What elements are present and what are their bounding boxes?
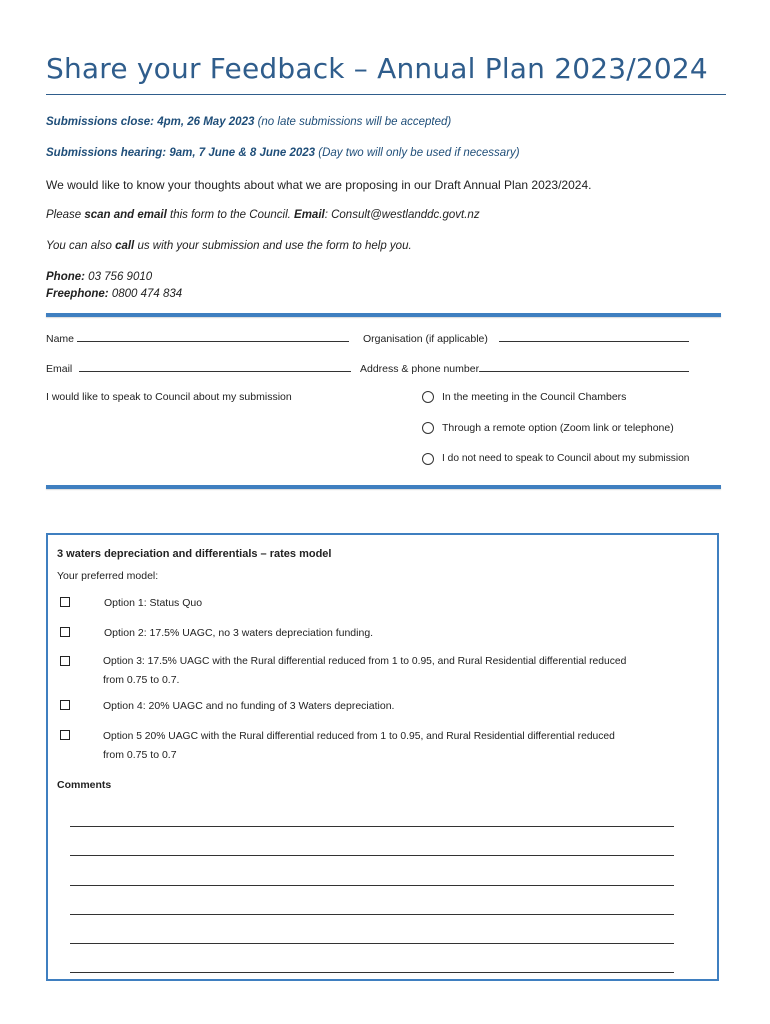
submissions-hearing-note: (Day two will only be used if necessary): [318, 147, 520, 159]
address-label: Address & phone number: [360, 363, 480, 375]
submissions-hearing: [46, 147, 520, 159]
title-divider: [46, 94, 726, 95]
comment-line[interactable]: [70, 943, 674, 944]
speak-label: I would like to speak to Council about my submission: [46, 391, 292, 403]
email-address[interactable]: : Consult@westlanddc.govt.nz: [324, 209, 480, 221]
option-3-checkbox[interactable]: [60, 656, 70, 666]
radio-remote-option-label: Through a remote option (Zoom link or telephone): [442, 422, 674, 434]
scan-email-instruction: [46, 209, 480, 221]
phone-value: 03 756 9010: [84, 271, 153, 283]
call-pre: You can also: [46, 240, 116, 252]
comment-line[interactable]: [70, 885, 674, 886]
section-divider-bottom: [46, 485, 721, 489]
option-5-checkbox[interactable]: [60, 730, 70, 740]
option-2-checkbox[interactable]: [60, 627, 70, 637]
comment-line[interactable]: [70, 972, 674, 973]
freephone-label: Freephone:: [46, 288, 109, 300]
scan-mid: this form to the Council.: [166, 209, 295, 221]
comment-line[interactable]: [70, 855, 674, 856]
radio-no-speak[interactable]: [422, 453, 434, 465]
submissions-close-note: (no late submissions will be accepted): [257, 116, 452, 128]
radio-council-chambers-label: In the meeting in the Council Chambers: [442, 391, 627, 403]
option-3-label-cont: from 0.75 to 0.7.: [103, 674, 180, 686]
radio-council-chambers[interactable]: [422, 391, 434, 403]
call-instruction: [46, 240, 412, 252]
name-input-line[interactable]: [77, 331, 349, 342]
option-5-label: Option 5 20% UAGC with the Rural differential reduced from 1 to 0.95, and Rural Residential differential reduced: [103, 731, 615, 742]
scan-bold: scan and email: [84, 209, 167, 221]
comment-line[interactable]: [70, 826, 674, 827]
call-bold: call: [115, 240, 135, 252]
freephone-value: 0800 474 834: [108, 288, 183, 300]
submissions-close: [46, 116, 451, 128]
freephone-line: [46, 288, 182, 300]
phone-line: [46, 271, 152, 283]
question-title: 3 waters depreciation and differentials – rates model: [57, 548, 332, 560]
option-5-label-cont: from 0.75 to 0.7: [103, 749, 177, 761]
address-input-line[interactable]: [479, 361, 689, 372]
organisation-input-line[interactable]: [499, 331, 689, 342]
submissions-close-label: Submissions close: 4pm, 26 May 2023: [46, 116, 255, 128]
intro-thoughts: We would like to know your thoughts about what we are proposing in our Draft Annual Plan 2023/2024.: [46, 178, 592, 192]
scan-pre: Please: [46, 209, 85, 221]
radio-remote-option[interactable]: [422, 422, 434, 434]
organisation-field[interactable]: [363, 331, 689, 345]
organisation-label: Organisation (if applicable): [363, 333, 488, 345]
option-4-checkbox[interactable]: [60, 700, 70, 710]
email-field-label: Email: [46, 363, 73, 375]
option-1-label: Option 1: Status Quo: [104, 597, 203, 609]
question-prompt: Your preferred model:: [57, 570, 159, 582]
address-field[interactable]: [360, 361, 689, 375]
call-post: us with your submission and use the form to help you.: [134, 240, 412, 252]
option-4-label: Option 4: 20% UAGC and no funding of 3 Waters depreciation.: [103, 700, 395, 712]
comments-label: Comments: [57, 779, 112, 791]
radio-no-speak-label: I do not need to speak to Council about my submission: [442, 453, 690, 464]
option-2-label: Option 2: 17.5% UAGC, no 3 waters depreciation funding.: [104, 627, 374, 639]
section-divider-top: [46, 313, 721, 317]
comment-line[interactable]: [70, 914, 674, 915]
option-3-label: Option 3: 17.5% UAGC with the Rural differential reduced from 1 to 0.95, and Rural Residential differential reduced: [103, 656, 627, 667]
name-field[interactable]: [46, 331, 349, 345]
name-label: Name: [46, 333, 75, 345]
phone-label: Phone:: [46, 271, 85, 283]
submissions-hearing-label: Submissions hearing: 9am, 7 June & 8 June 2023: [46, 147, 316, 159]
option-1-checkbox[interactable]: [60, 597, 70, 607]
page-title: Share your Feedback – Annual Plan 2023/2024: [46, 52, 708, 85]
email-field[interactable]: [46, 361, 351, 375]
email-label: Email: [294, 209, 325, 221]
email-input-line[interactable]: [79, 361, 351, 372]
